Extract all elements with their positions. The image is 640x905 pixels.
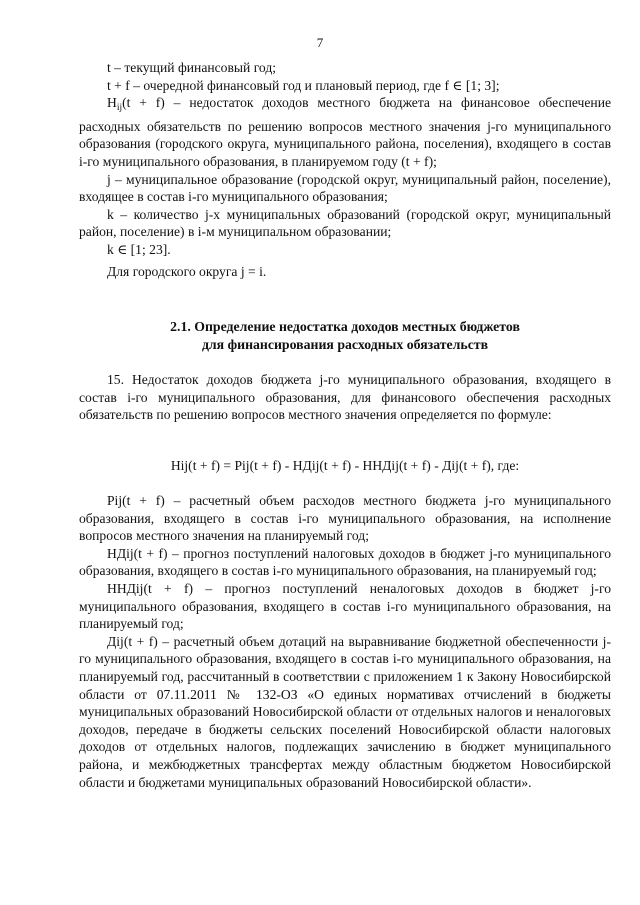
def-hij-subscript: ij: [116, 103, 123, 114]
def-k-range: k ∈ [1; 23].: [107, 241, 171, 257]
def-nndij: ННДij(t + f) – прогноз поступлений неналоговых доходов в бюджет j-го муниципального образования, входящего в состав i-го муниципального образования, на планируемый год;: [79, 580, 611, 632]
section-title-line2: для финансирования расходных обязательств: [201, 337, 489, 352]
main-formula: Hij(t + f) = Pij(t + f) - НДij(t + f) - ННДij(t + f) - Дij(t + f), где:: [170, 458, 520, 473]
def-t-plus-f-text: t + f – очередной финансовый год и плановый период, где: [107, 77, 442, 93]
def-hij-text: (t + f) – недостаток доходов местного бюджета на финансовое обеспечение расходных обязательств по решению вопросов местного значения j-го муниципального образования (городского округа, муниципального района, поселения), входящего в состав i-го муниципального образования, в планируемом году (t + f);: [79, 95, 611, 169]
definitions-bottom: [79, 492, 611, 791]
definitions-top: [79, 59, 611, 280]
def-dij: Дij(t + f) – расчетный объем дотаций на выравнивание бюджетной обеспеченности j-го муниципального образования, входящего в состав i-го муниципального образования, на планируемый год, рассчитанный в соответствии с приложением 1 к Закону Новосибирской области от 07.11.2011 № 132-ОЗ «О единых нормативах отчислений в бюджеты муниципальных образований Новосибирской области от отдельных налогов и неналоговых доходов, передаче в бюджеты сельских поселений Новосибирской области налоговых доходов от отдельных налогов, подлежащих зачислению в бюджет муниципального района, и межбюджетных трансфертах между областным бюджетом Новосибирской области и бюджетами муниципальных образований Новосибирской области».: [79, 633, 611, 790]
def-ndij: НДij(t + f) – прогноз поступлений налоговых доходов в бюджет j-го муниципального образования, входящего в состав i-го муниципального образования, на планируемый год;: [79, 545, 611, 579]
paragraph-15-text: 15. Недостаток доходов бюджета j-го муниципального образования, входящего в состав i-го муниципального образования, для финансового обеспечения расходных обязательств по решению вопросов местного значения определяется по формуле:: [79, 372, 611, 423]
paragraph-15: [79, 371, 611, 424]
def-k: k – количество j-х муниципальных образований (городской округ, муниципальный район, поселение) в i-м муниципальном образовании;: [79, 206, 611, 240]
def-hij: [79, 94, 611, 170]
def-t-plus-f: [79, 77, 611, 95]
section-heading: [79, 318, 611, 354]
def-city-district: Для городского округа j = i.: [107, 263, 267, 279]
def-hij-symbol: H: [107, 95, 117, 111]
section-title-line1: 2.1. Определение недостатка доходов местных бюджетов: [170, 319, 520, 334]
page-number: 7: [316, 35, 324, 50]
def-j: j – муниципальное образование (городской округ, муниципальный район, поселение), входящее в состав i-го муниципального образования;: [79, 171, 611, 205]
def-t-plus-f-formula: f ∈ [1; 3];: [444, 77, 500, 93]
def-pij: Pij(t + f) – расчетный объем расходов местного бюджета j-го муниципального образования, входящего в состав i-го муниципального образования, на исполнение вопросов местного значения на планируемый год;: [79, 493, 611, 544]
def-t: t – текущий финансовый год;: [107, 60, 277, 75]
